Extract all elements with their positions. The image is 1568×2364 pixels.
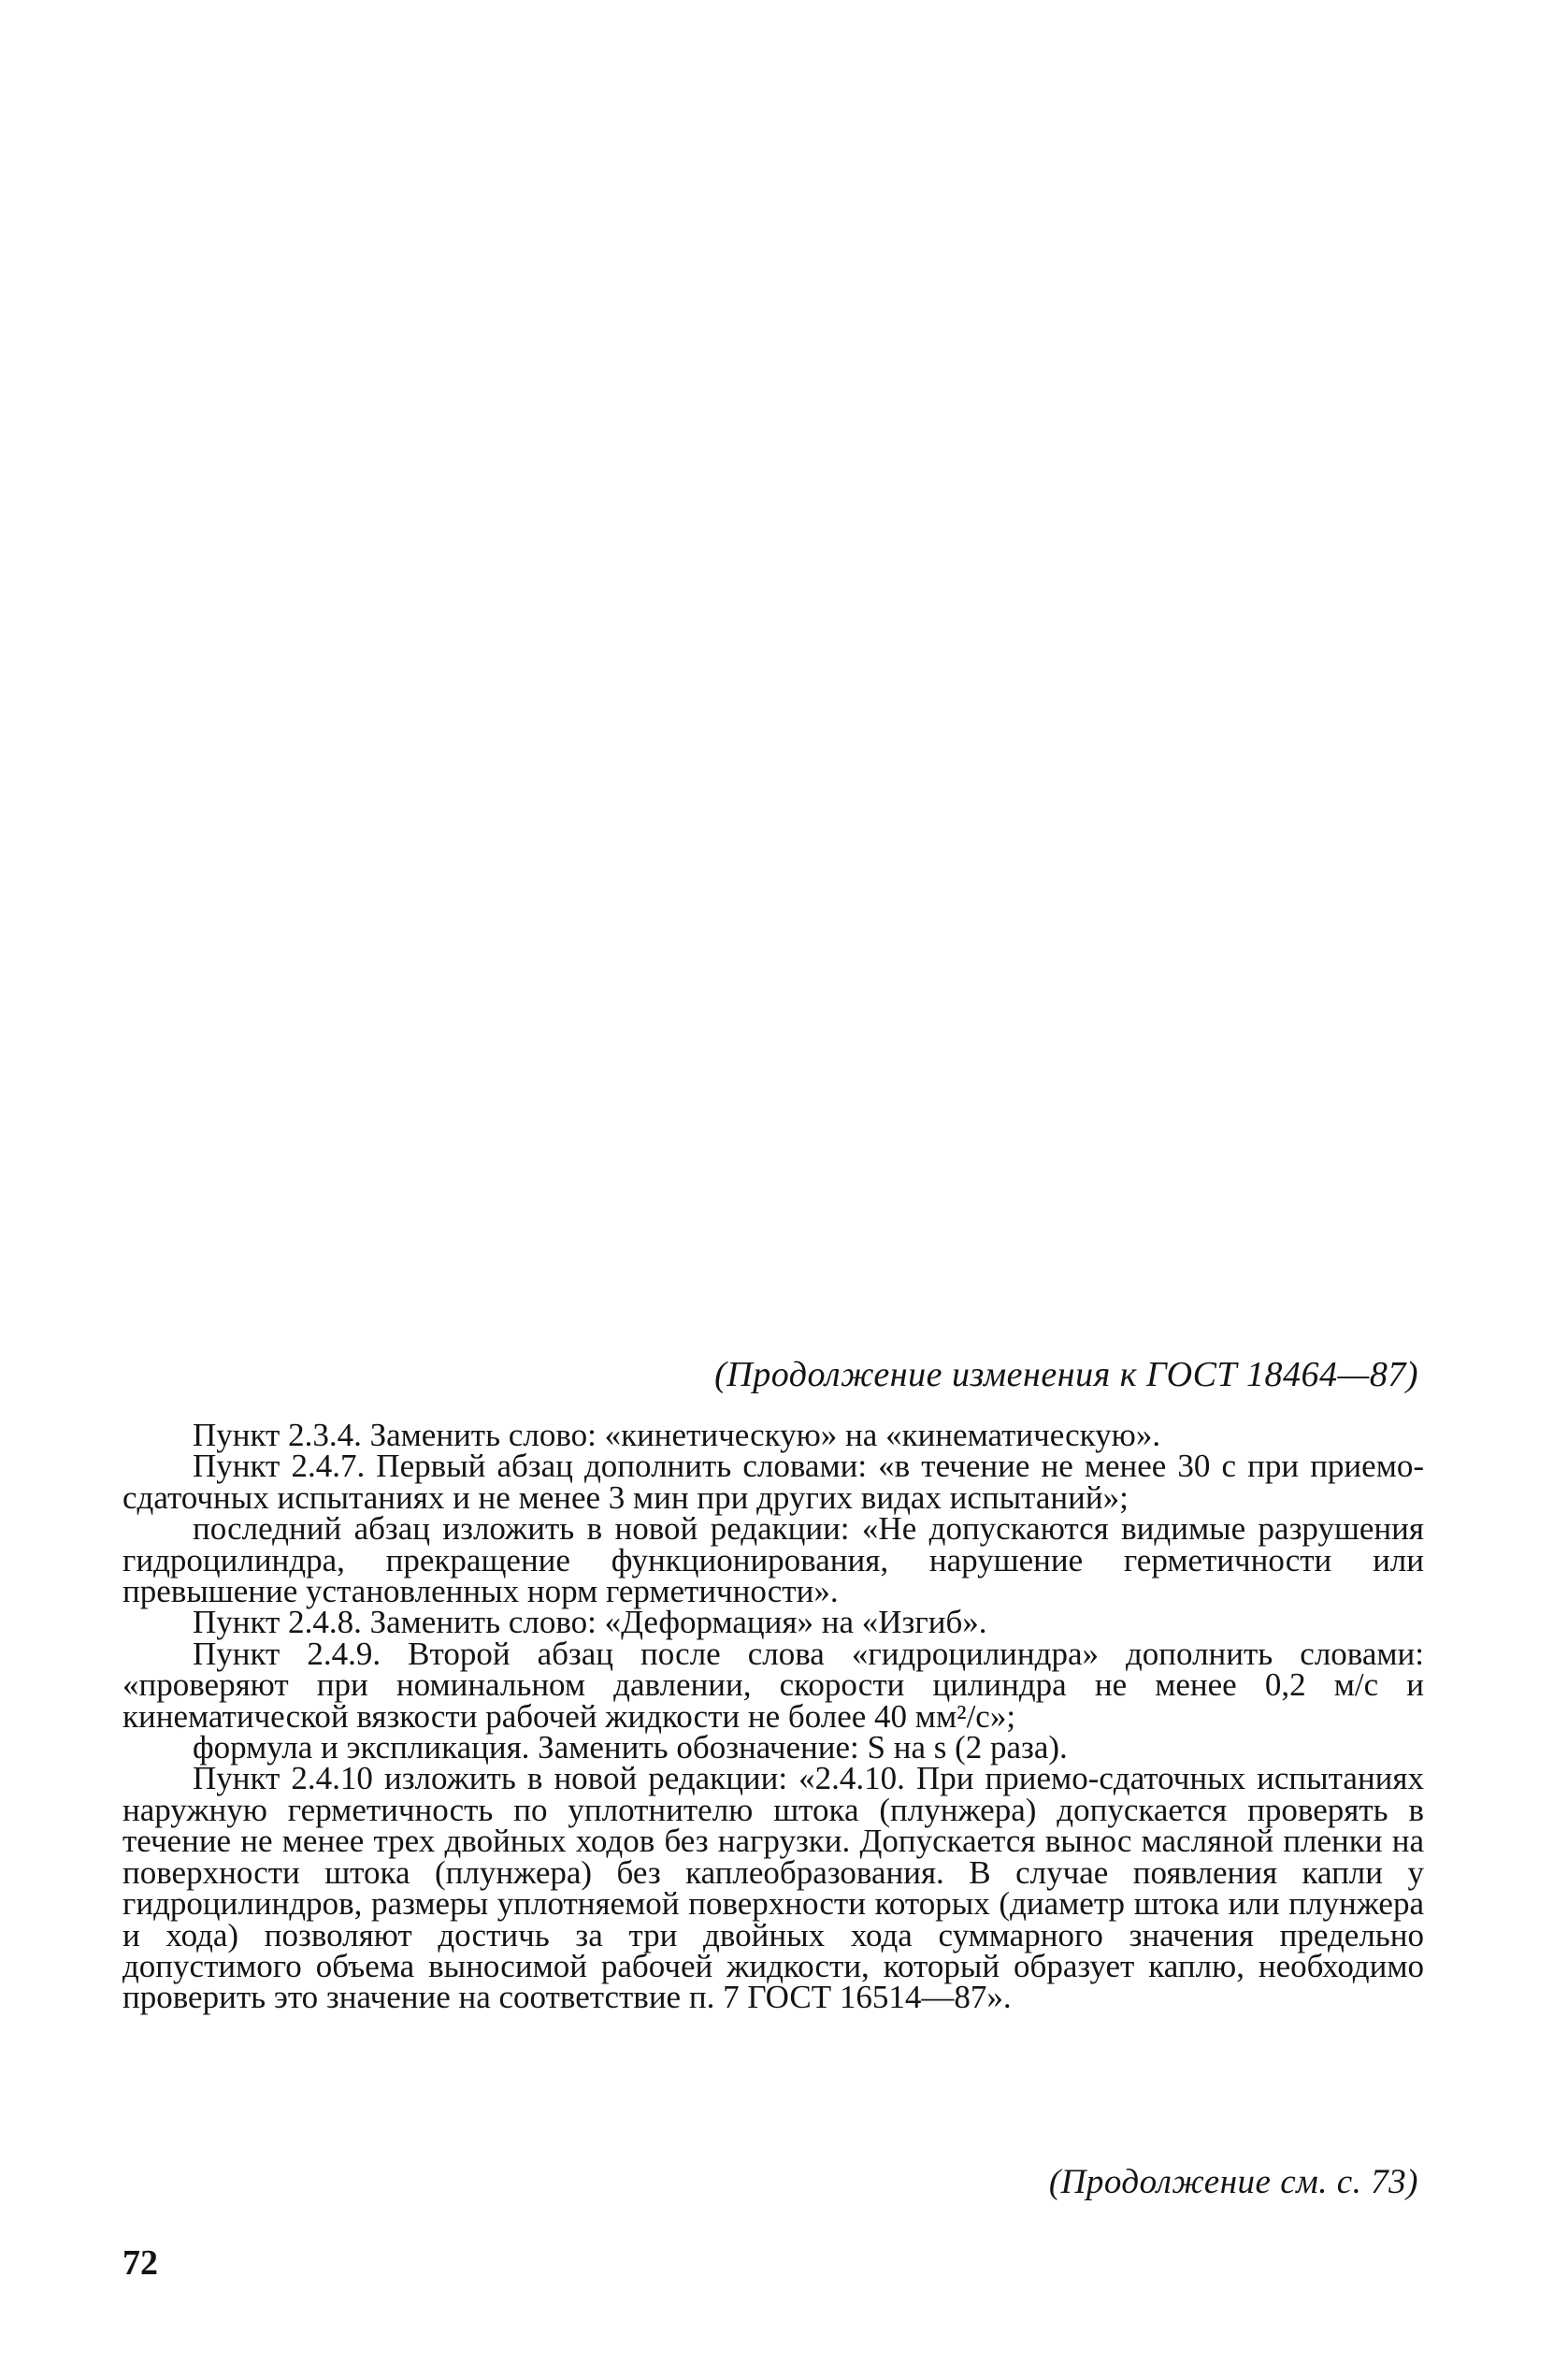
paragraph-2-3-4: Пункт 2.3.4. Заменить слово: «кинетическую» на «кинематическую». (193, 1417, 1161, 1453)
continuation-footer: (Продолжение см. с. 73) (1048, 2163, 1418, 2201)
continuation-header: (Продолжение изменения к ГОСТ 18464—87) (714, 1355, 1418, 1394)
paragraph-2-4-9-formula: формула и экспликация. Заменить обозначение: S на s (2 раза). (193, 1729, 1068, 1766)
paragraph-2-4-9: Пункт 2.4.9. Второй абзац после слова «гидроцилиндра» дополнить словами: «проверяют при номинальном давлении, скорости цилиндра не менее 0,2 м/с и кинематической вязкости рабочей жидкости не более 40 мм²/с»; (122, 1635, 1424, 1735)
paragraph-2-4-7: Пункт 2.4.7. Первый абзац дополнить словами: «в течение не менее 30 с при приемо-сдаточных испытаниях и не менее 3 мин при других видах испытаний»; (122, 1448, 1424, 1516)
paragraph-2-4-10: Пункт 2.4.10 изложить в новой редакции: «2.4.10. При приемо-сдаточных испытаниях наружную герметичность по уплотнителю штока (плунжера) допускается проверять в течение не менее трех двойных ходов без нагрузки. Допускается вынос масляной пленки на поверхности штока (плунжера) без каплеобразования. В случае появления капли у гидроцилиндров, размеры уплотняемой поверхности которых (диаметр штока или плунжера и хода) позволяют достичь за три двойных хода суммарного значения предельно допустимого объема выносимой рабочей жидкости, который образует каплю, необходимо проверить это значение на соответствие п. 7 ГОСТ 16514—87». (122, 1760, 1424, 2016)
paragraph-2-4-7-last: последний абзац изложить в новой редакции: «Не допускаются видимые разрушения гидроцилиндра, прекращение функционирования, нарушение герметичности или превышение установленных норм герметичности». (122, 1510, 1424, 1610)
amendment-text (122, 1417, 1424, 2016)
paragraph-2-4-8: Пункт 2.4.8. Заменить слово: «Деформация» на «Изгиб». (193, 1604, 987, 1641)
page-number: 72 (122, 2243, 158, 2283)
